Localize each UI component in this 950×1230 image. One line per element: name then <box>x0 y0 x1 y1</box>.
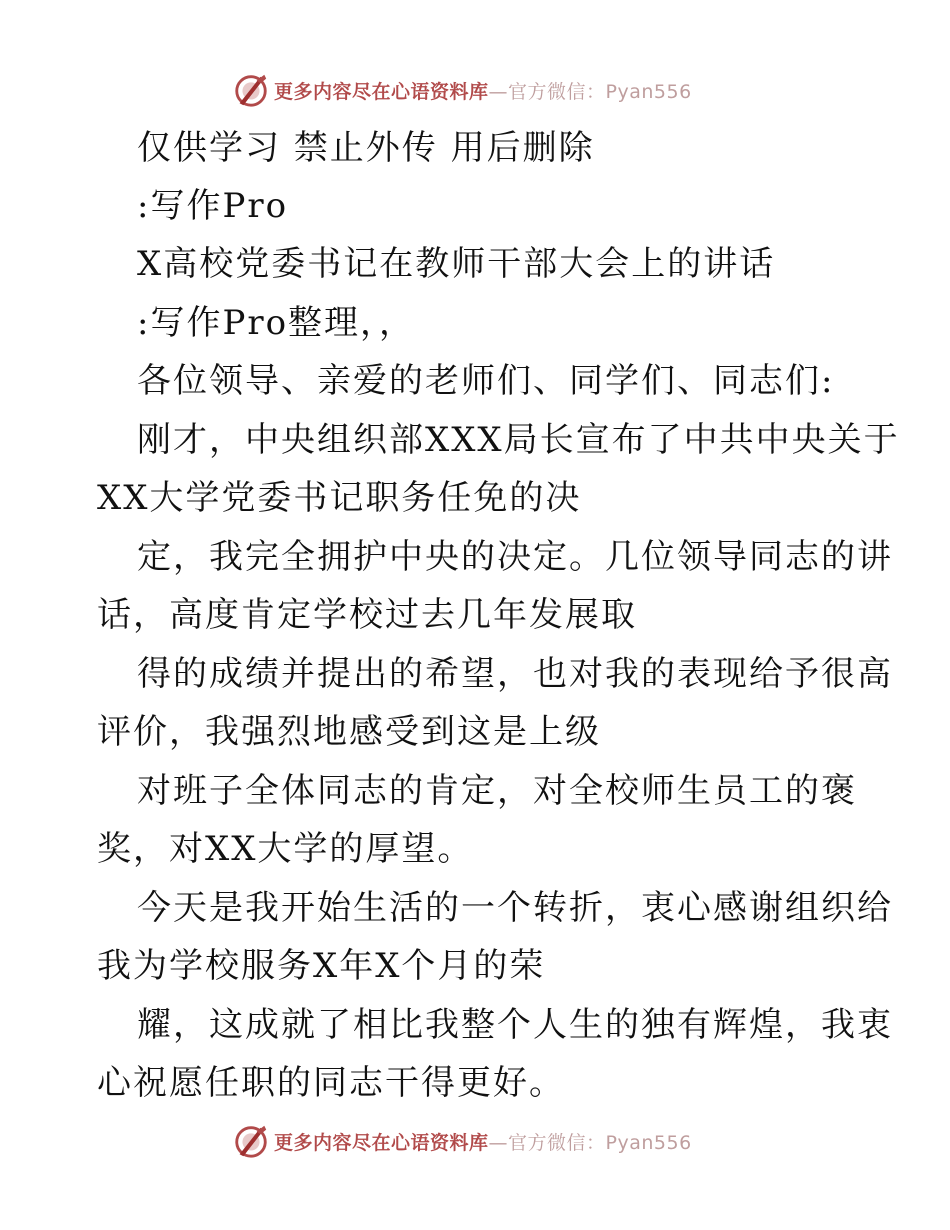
paragraph-line: 我为学校服务X年X个月的荣 <box>97 946 546 986</box>
watermark-brand: 更多内容尽在心语资料库 <box>274 1131 489 1154</box>
quill-pen-logo-icon <box>232 1122 270 1160</box>
watermark-text <box>274 1128 692 1155</box>
salutation-line: 各位领导、亲爱的老师们、同学们、同志们: <box>137 361 835 401</box>
paragraph-line: 话，高度肯定学校过去几年发展取 <box>97 595 637 635</box>
footer-watermark-banner <box>232 1121 692 1161</box>
quill-pen-logo-icon <box>232 71 270 109</box>
paragraph-line: 刚才，中央组织部XXX局长宣布了中共中央关于 <box>137 420 900 460</box>
editor-line: :写作Pro整理，， <box>137 303 416 343</box>
disclaimer-line: 仅供学习 禁止外传 用后删除 <box>137 128 595 168</box>
watermark-separator: — <box>488 1131 509 1154</box>
header-watermark-banner <box>232 70 692 110</box>
paragraph-line: XX大学党委书记职务任免的决 <box>97 478 582 518</box>
paragraph-line: 奖，对XX大学的厚望。 <box>97 829 474 869</box>
paragraph-line: 心祝愿任职的同志干得更好。 <box>97 1063 565 1103</box>
watermark-separator: — <box>488 80 509 103</box>
source-line: :写作Pro <box>137 186 289 226</box>
paragraph-line: 评价，我强烈地感受到这是上级 <box>97 712 601 752</box>
watermark-text <box>274 77 692 104</box>
paragraph-line: 对班子全体同志的肯定，对全校师生员工的褒 <box>137 771 857 811</box>
document-title: X高校党委书记在教师干部大会上的讲话 <box>137 244 776 284</box>
watermark-wechat: 官方微信：Pyan556 <box>508 1131 692 1154</box>
watermark-brand: 更多内容尽在心语资料库 <box>274 80 489 103</box>
watermark-wechat: 官方微信：Pyan556 <box>508 80 692 103</box>
paragraph-line: 今天是我开始生活的一个转折，衷心感谢组织给 <box>137 888 893 928</box>
paragraph-line: 耀，这成就了相比我整个人生的独有辉煌，我衷 <box>137 1005 893 1045</box>
paragraph-line: 定，我完全拥护中央的决定。几位领导同志的讲 <box>137 537 893 577</box>
paragraph-line: 得的成绩并提出的希望，也对我的表现给予很高 <box>137 654 893 694</box>
